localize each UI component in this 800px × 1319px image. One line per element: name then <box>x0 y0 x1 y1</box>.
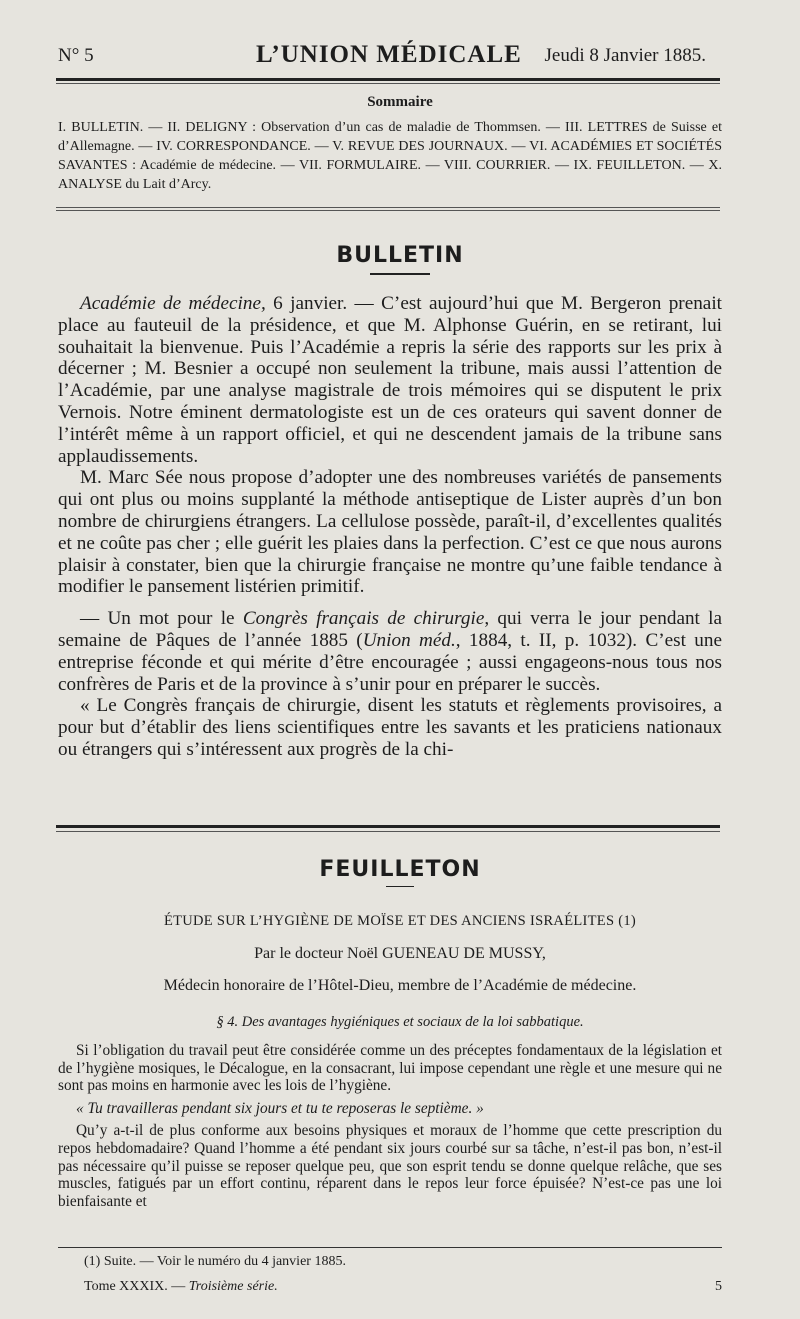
footnote-rule <box>58 1247 722 1248</box>
bulletin-paragraph-2: M. Marc Sée nous propose d’adopter une des nombreuses variétés de pansements qui ont plus ou moins supplanté la méthode antiseptique de Lister auprès d’un bon nombre de chirurgiens étrangers. La cellulose possède, paraît-il, d’excellentes qualités et ne coûte pas cher ; elle guérit les plaies dans la perfection. C’est ce que nous aurons plaisir à constater, bien que la chirurgie française ne montre qu’une faible tendance à modifier le pansement listérien primitif. <box>58 467 722 598</box>
section-heading-text: § 4. Des avantages hygiéniques et sociaux de la loi sabbatique. <box>216 1014 584 1030</box>
bulletin-paragraph-3 <box>58 608 722 695</box>
bulletin-p3-a: — Un mot pour le <box>80 608 243 630</box>
header-rule <box>56 78 720 81</box>
feuilleton-quote <box>58 1100 722 1118</box>
issue-date: Jeudi 8 Janvier 1885. <box>544 45 706 66</box>
bulletin-paragraph <box>58 293 722 467</box>
union-med-ref: Union méd. <box>362 629 456 651</box>
footnote: (1) Suite. — Voir le numéro du 4 janvier 1885. <box>84 1254 346 1269</box>
quote-text: « Tu travailleras pendant six jours et tu te reposeras le septième. » <box>76 1099 484 1117</box>
feuilleton-affiliation: Médecin honoraire de l’Hôtel-Dieu, membre de l’Académie de médecine. <box>163 977 637 994</box>
sommaire-text: I. BULLETIN. — II. DELIGNY : Observation d’un cas de maladie de Thommsen. — III. LETTRES de Suisse et d’Allemagne. — IV. CORRESPONDANCE. — V. REVUE DES JOURNAUX. — VI. ACADÉMIES ET SOCIÉTÉS SAVANTES : Académie de médecine. — VII. FORMULAIRE. — VIII. COURRIER. — IX. FEUILLETON. — X. ANALYSE du Lait d’Arcy. <box>58 120 722 192</box>
congres-title: Congrès français de chirurgie <box>242 608 485 630</box>
tome-volume: Tome XXXIX. — <box>84 1279 189 1294</box>
bulletin-title: BULLETIN <box>336 243 464 268</box>
feuilleton-rule-thin <box>56 831 720 832</box>
sommaire-rule <box>56 207 720 208</box>
sommaire-rule-2 <box>56 210 720 211</box>
bulletin-p3-c: , 1884, t. II, p. 1032). C’est une entreprise féconde et qui mérite d’être encouragée ; aussi engageons-nous tous nos confrères de Paris et de la province à s’unir pour en préparer le succès. <box>58 629 722 695</box>
bulletin-lead: Académie de médecine, <box>80 293 266 314</box>
journal-title: L’UNION MÉDICALE <box>256 41 522 68</box>
feuilleton-section-heading <box>0 1014 800 1031</box>
feuilleton-paragraph-1: Si l’obligation du travail peut être considérée comme un des préceptes fondamentaux de la législation et de l’hygiène mosiques, le Décalogue, en la consacrant, lui impose cependant une règle et une mesure qui ne sont pas moins en harmonie avec les lois de l’hygiène. <box>58 1042 722 1095</box>
feuilleton-body <box>58 1042 722 1215</box>
feuilleton-subtitle: ÉTUDE SUR L’HYGIÈNE DE MOÏSE ET DES ANCIENS ISRAÉLITES (1) <box>163 913 637 929</box>
tome-line <box>84 1279 278 1295</box>
page-header <box>58 41 722 79</box>
bulletin-title-rule <box>370 273 430 275</box>
feuilleton-author: Par le docteur Noël GUENEAU DE MUSSY, <box>254 945 546 962</box>
page-number: 5 <box>715 1279 722 1294</box>
feuilleton-title-rule <box>386 886 414 887</box>
header-rule-thin <box>56 83 720 84</box>
bulletin-p3-b: , qui verra le jour pendant la semaine de Pâques de l’année 1885 ( <box>58 608 723 651</box>
bulletin-paragraph-4: « Le Congrès français de chirurgie, disent les statuts et règlements provisoires, a pour but d’établir des liens scientifiques entre les savants et les praticiens nationaux ou étrangers qui s’intéressent aux progrès de la chi- <box>58 695 722 760</box>
tome-series: Troisième série. <box>188 1279 278 1294</box>
feuilleton-paragraph-2: Qu’y a-t-il de plus conforme aux besoins physiques et moraux de l’homme que cette prescription du repos hebdomadaire? Quand l’homme a été pendant six jours courbé sur sa tâche, n’est-il pas bon, n’est-il pas nécessaire qu’il puisse se reposer quelque peu, que son esprit tendu se donne quelque relâche, que ses muscles, fatigués par un effort continu, réparent dans le repos leur force épuisée? N’est-ce pas une loi bienfaisante et <box>58 1122 722 1210</box>
feuilleton-rule <box>56 825 720 828</box>
bulletin-body <box>58 293 722 761</box>
feuilleton-title: FEUILLETON <box>319 857 481 882</box>
issue-number: N° 5 <box>58 45 94 66</box>
sommaire-title: Sommaire <box>367 94 433 110</box>
bulletin-paragraph-1: 6 janvier. — C’est aujourd’hui que M. Bergeron prenait place au fauteuil de la présidence, et que M. Alphonse Guérin, en se retirant, lui souhaitait la bienvenue. Puis l’Académie a repris la série des rapports sur les prix à décerner ; M. Besnier a occupé non seulement la tribune, mais aussi l’attention de l’Académie, par une analyse magistrale de trois mémoires qui se disputent le prix Vernois. Notre éminent dermatologiste est un de ces orateurs qui savent donner de l’intérêt même à un rapport officiel, et qui ne descendent jamais de la tribune sans applaudissements. <box>58 293 722 467</box>
